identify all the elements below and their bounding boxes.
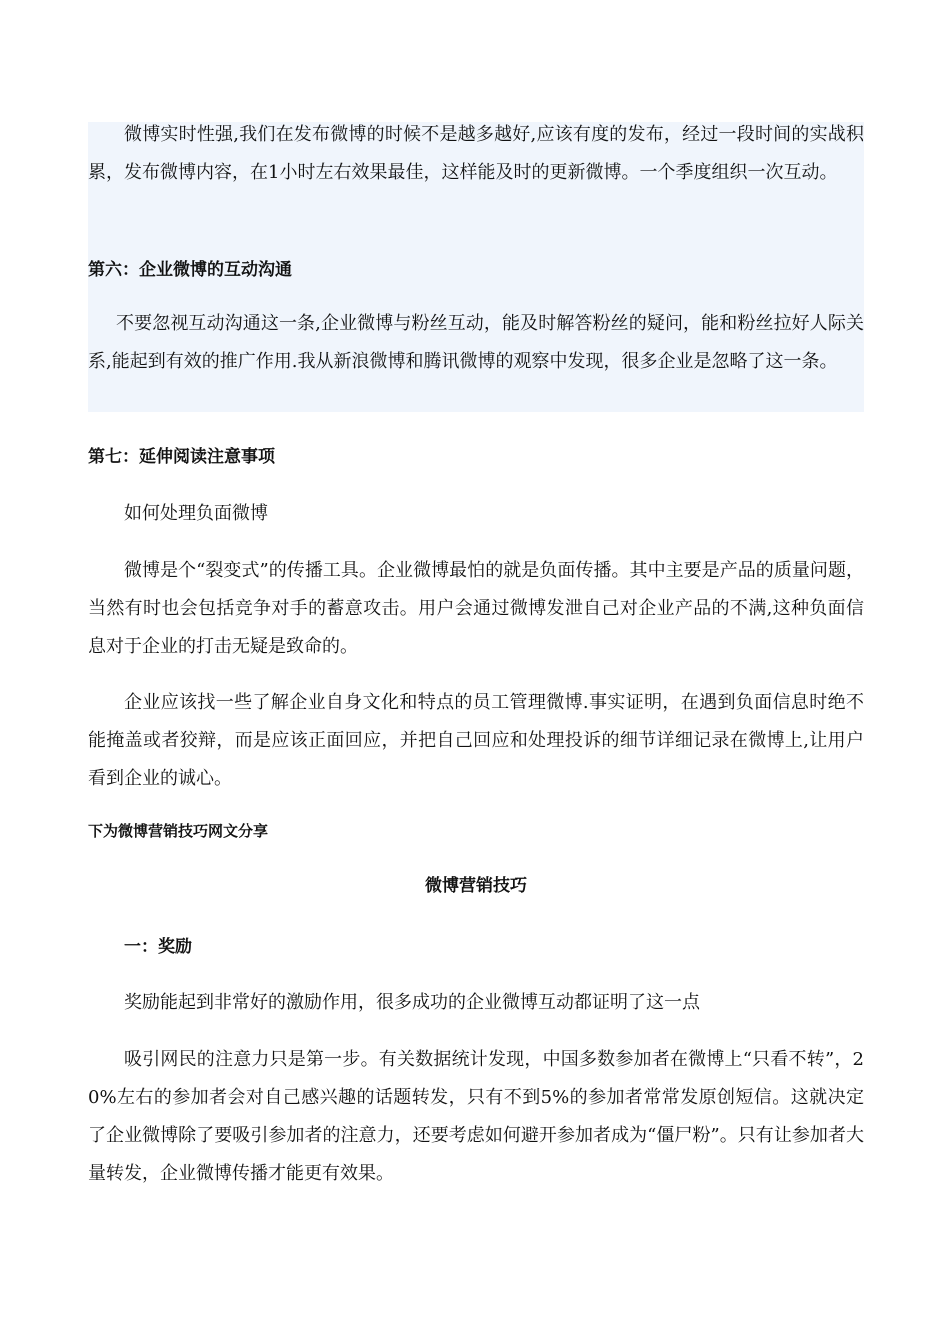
heading-sixth: 第六：企业微博的互动沟通: [88, 260, 292, 280]
paragraph-negative-title: 如何处理负面微博: [124, 503, 268, 524]
paragraph-reward: 奖励能起到非常好的激励作用，很多成功的企业微博互动都证明了这一点: [124, 992, 700, 1013]
paragraph-interaction: 不要忽视互动沟通这一条,企业微博与粉丝互动，能及时解答粉丝的疑问，能和粉丝拉好人际关系,能起到有效的推广作用.我从新浪微博和腾讯微博的观察中发现，很多企业是忽略了这一条。: [88, 313, 864, 372]
heading-share: 下为微博营销技巧网文分享: [88, 822, 269, 840]
heading-title: 微博营销技巧: [425, 876, 527, 896]
paragraph-staff: 企业应该找一些了解企业自身文化和特点的员工管理微博.事实证明，在遇到负面信息时绝不能掩盖或者狡辩，而是应该正面回应，并把自己回应和处理投诉的细节详细记录在微博上,让用户看到企业的诚心。: [88, 692, 864, 789]
heading-reward: 一：奖励: [124, 937, 192, 957]
paragraph-fission: 微博是个“裂变式”的传播工具。企业微博最怕的就是负面传播。其中主要是产品的质量问题，当然有时也会包括竞争对手的蓄意攻击。用户会通过微博发泄自己对企业产品的不满,这种负面信息对于企业的打击无疑是致命的。: [88, 560, 864, 657]
paragraph-attention: 吸引网民的注意力只是第一步。有关数据统计发现，中国多数参加者在微博上“只看不转”，20%左右的参加者会对自己感兴趣的话题转发，只有不到5%的参加者常常发原创短信。这就决定了企业微博除了要吸引参加者的注意力，还要考虑如何避开参加者成为“僵尸粉”。只有让参加者大量转发，企业微博传播才能更有效果。: [88, 1049, 864, 1184]
heading-seventh: 第七：延伸阅读注意事项: [88, 447, 275, 467]
paragraph-realtime: 微博实时性强,我们在发布微博的时候不是越多越好,应该有度的发布，经过一段时间的实战积累，发布微博内容，在1小时左右效果最佳，这样能及时的更新微博。一个季度组织一次互动。: [88, 124, 864, 183]
